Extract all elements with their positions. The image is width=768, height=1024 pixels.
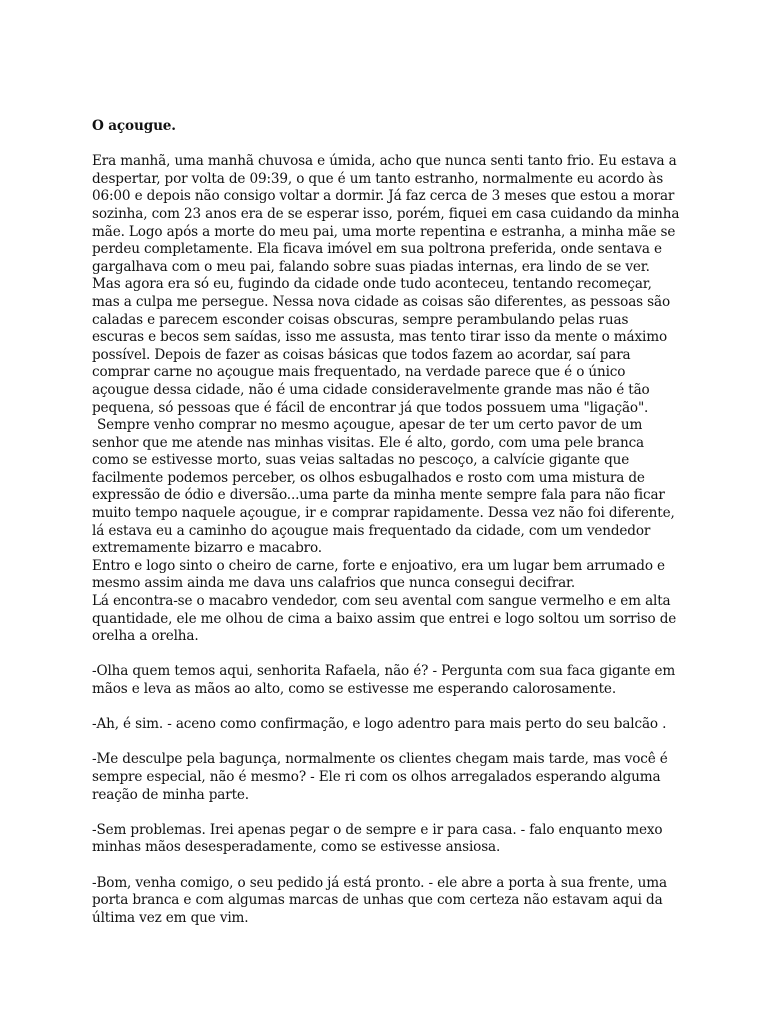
paragraph-gap bbox=[92, 699, 682, 717]
dialogue-5: -Bom, venha comigo, o seu pedido já está pronto. - ele abre a porta à sua frente, uma porta branca e com algumas marcas de unhas que com certeza não estavam aqui da última vez em que vim. bbox=[92, 874, 667, 926]
paragraph-gap bbox=[92, 646, 682, 664]
paragraph-gap bbox=[92, 804, 682, 822]
document-title: O açougue. bbox=[92, 118, 176, 134]
dialogue-3: -Me desculpe pela bagunça, normalmente os clientes chegam mais tarde, mas você é sempre especial, não é mesmo? - Ele ri com os olhos arregalados esperando alguma reação de minha parte. bbox=[92, 751, 668, 803]
paragraph-3: Entro e logo sinto o cheiro de carne, forte e enjoativo, era um lugar bem arrumado e mesmo assim ainda me dava uns calafrios que nunca consegui decifrar. bbox=[92, 557, 665, 592]
dialogue-4: -Sem problemas. Irei apenas pegar o de sempre e ir para casa. - falo enquanto mexo minhas mãos desesperadamente, como se estivesse ansiosa. bbox=[92, 821, 663, 856]
dialogue-2: -Ah, é sim. - aceno como confirmação, e logo adentro para mais perto do seu balcão . bbox=[92, 716, 667, 733]
paragraph-1: Era manhã, uma manhã chuvosa e úmida, acho que nunca senti tanto frio. Eu estava a despertar, por volta de 09:39, o que é um tanto estranho, normalmente eu acordo às 06:00 e depois não consigo voltar a dormir. Já faz cerca de 3 meses que estou a morar sozinha, com 23 anos era de se esperar isso, porém, fiquei em casa cuidando da minha mãe. Logo após a morte do meu pai, uma morte repentina e estranha, a minha mãe se perdeu completamente. Ela ficava imóvel em sua poltrona preferida, onde sentava e gargalhava com o meu pai, falando sobre suas piadas internas, era lindo de se ver. Mas agora era só eu, fugindo da cidade onde tudo aconteceu, tentando recomeçar, mas a culpa me persegue. Nessa nova cidade as coisas são diferentes, as pessoas são caladas e parecem esconder coisas obscuras, sempre perambulando pelas ruas escuras e becos sem saídas, isso me assusta, mas tento tirar isso da mente o máximo possível. Depois de fazer as coisas básicas que todos fazem ao acordar, saí para comprar carne no açougue mais frequentado, na verdade parece que é o único açougue dessa cidade, não é uma cidade consideravelmente grande mas não é tão pequena, só pessoas que é fácil de encontrar já que todos possuem uma "ligação". bbox=[92, 153, 680, 416]
paragraph-2: Sempre venho comprar no mesmo açougue, apesar de ter um certo pavor de um senhor que me atende nas minhas visitas. Ele é alto, gordo, com uma pele branca como se estivesse morto, suas veias saltadas no pescoço, a calvície gigante que facilmente podemos perceber, os olhos esbugalhados e rosto com uma mistura de expressão de ódio e diversão...uma parte da minha mente sempre fala para não ficar muito tempo naquele açougue, ir e comprar rapidamente. Dessa vez não foi diferente, lá estava eu a caminho do açougue mais frequentado da cidade, com um vendedor extremamente bizarro e macabro. bbox=[92, 417, 675, 557]
document-page bbox=[92, 118, 682, 927]
dialogue-1: -Olha quem temos aqui, senhorita Rafaela, não é? - Pergunta com sua faca gigante em mãos e leva as mãos ao alto, como se estivesse me esperando calorosamente. bbox=[92, 663, 676, 697]
paragraph-gap bbox=[92, 734, 682, 752]
paragraph-4: Lá encontra-se o macabro vendedor, com seu avental com sangue vermelho e em alta quantidade, ele me olhou de cima a baixo assim que entrei e logo soltou um sorriso de orelha a orelha. bbox=[92, 593, 677, 645]
paragraph-gap bbox=[92, 857, 682, 875]
